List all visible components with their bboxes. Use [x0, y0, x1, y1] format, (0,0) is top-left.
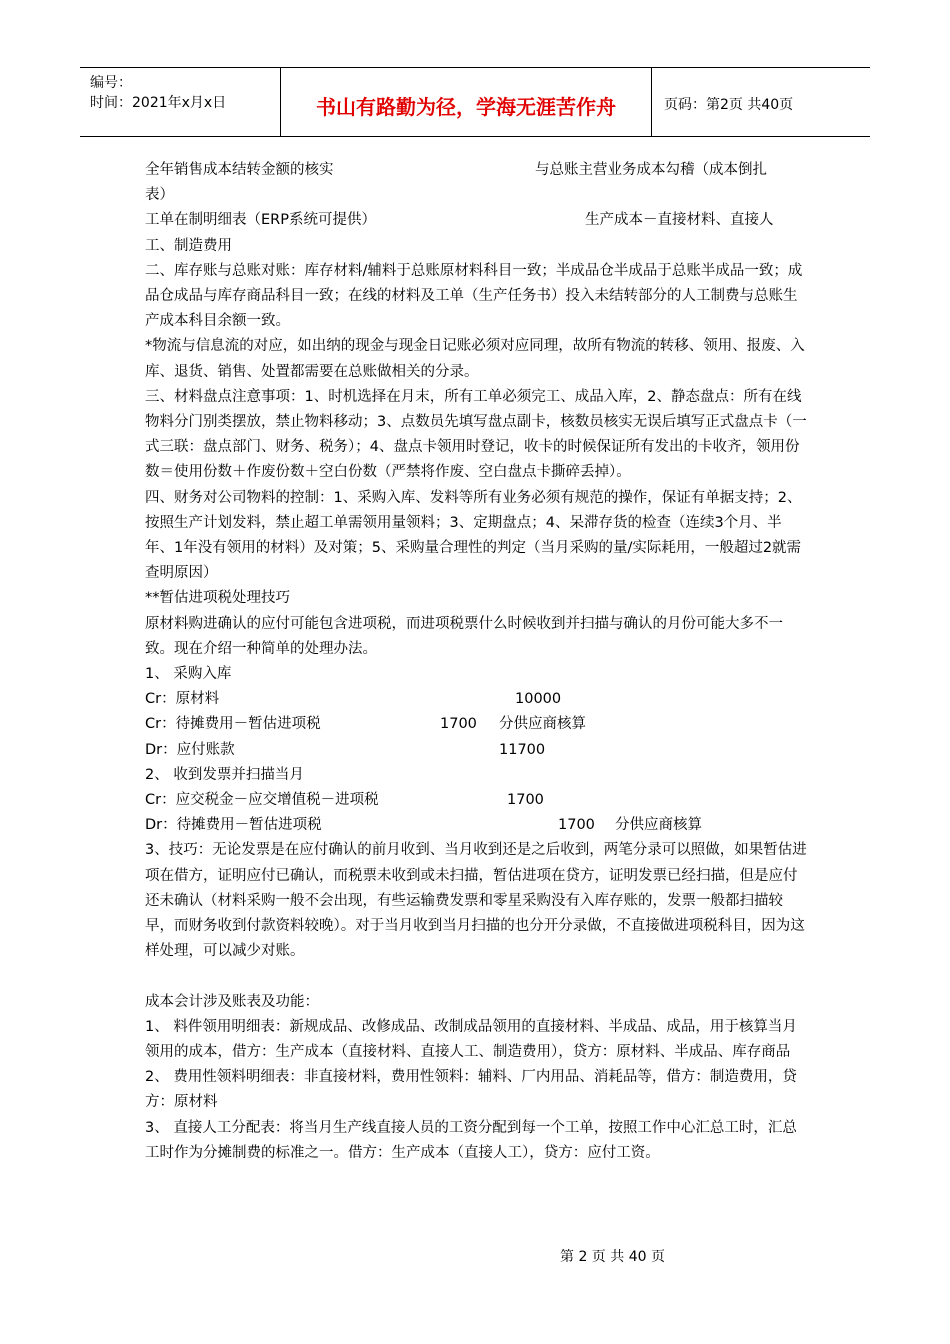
- entry-account: Dr：应付账款: [145, 741, 235, 758]
- paragraph: 三、材料盘点注意事项：1、时机选择在月末，所有工单必须完工、成品入库，2、静态盘点：所有在线物料分门别类摆放，禁止物料移动；3、点数员先填写盘点副卡，核数员核实无误后填写正式盘点卡（一式三联：盘点部门、财务、税务）；4、盘点卡领用时登记，收卡的时候保证所有发出的卡收齐，领用份数＝使用份数＋作废份数＋空白份数（严禁将作废、空白盘点卡撕碎丢掉）。: [145, 388, 807, 481]
- text-line: [145, 183, 810, 208]
- document-body: [145, 158, 810, 1166]
- paragraph: 四、财务对公司物料的控制：1、采购入库、发料等所有业务必须有规范的操作，保证有单据支持；2、按照生产计划发料，禁止超工单需领用量领料；3、定期盘点；4、呆滞存货的检查（连续3个月、半年、1年没有领用的材料）及对策；5、采购量合理性的判定（当月采购的量/实际耗用，一般超过2就需查明原因）: [145, 489, 802, 582]
- line-text: 工、制造费用: [145, 237, 232, 254]
- journal-entry: [145, 712, 810, 737]
- entry-account: Cr：待摊费用－暂估进项税: [145, 716, 321, 733]
- paragraph: 二、库存账与总账对账：库存材料/辅料于总账原材料科目一致；半成品仓半成品于总账半成品一致；成品仓成品与库存商品科目一致；在线的材料及工单（生产任务书）投入未结转部分的人工制费与总账生产成本科目余额一致。: [145, 262, 803, 330]
- time-label: 时间：2021年x月x日: [90, 95, 227, 111]
- line-text: 全年销售成本结转金额的核实: [145, 162, 334, 178]
- line-text: 与总账主营业务成本勾稽（成本倒扎: [535, 162, 767, 178]
- page-info: 页码：第2页 共40页: [664, 97, 794, 113]
- paragraph: 3、技巧：无论发票是在应付确认的前月收到、当月收到还是之后收到，两笔分录可以照做，如果暂估进项在借方，证明应付已确认，而税票未收到或未扫描，暂估进项在贷方，证明发票已经扫描，但是应付还未确认（材料采购一般不会出现，有些运输费发票和零星采购没有入库存账的，发票一般都扫描较早，而财务收到付款资料较晚）。对于当月收到当月扫描的也分开分录做，不直接做进项税科目，因为这样处理，可以减少对账。: [145, 842, 807, 960]
- paragraph: *物流与信息流的对应，如出纳的现金与现金日记账必须对应同理，故所有物流的转移、领用、报废、入库、退货、销售、处置都需要在总账做相关的分录。: [145, 338, 805, 380]
- step-text: 1、 采购入库: [145, 666, 232, 682]
- entry-account: Dr：待摊费用－暂估进项税: [145, 817, 322, 834]
- entry-amount: 1700: [507, 791, 544, 808]
- journal-entry: [145, 738, 810, 763]
- page-footer: 第 2 页 共 40 页: [560, 1249, 665, 1265]
- entry-amount: 1700: [440, 716, 477, 733]
- section-heading: **暂估进项税处理技巧: [145, 590, 290, 607]
- paragraph: 2、 费用性领料明细表：非直接材料，费用性领料：辅料、厂内用品、消耗品等，借方：制造费用，贷方：原材料: [145, 1069, 797, 1111]
- blank-line: [145, 964, 810, 989]
- journal-entry: [145, 687, 810, 712]
- motto: 书山有路勤为径，学海无涯苦作舟: [316, 95, 616, 119]
- text-line: [145, 234, 810, 259]
- header-right-cell: [652, 68, 870, 136]
- paragraph: 1、 料件领用明细表：新规成品、改修成品、改制成品领用的直接材料、半成品、成品，用于核算当月领用的成本，借方：生产成本（直接材料、直接人工、制造费用），贷方：原材料、半成品、库存商品: [145, 1018, 797, 1060]
- step-line: [145, 662, 810, 687]
- entry-account: Cr：原材料: [145, 691, 220, 708]
- entry-account: Cr：应交税金－应交增值税－进项税: [145, 791, 379, 808]
- page-header: [80, 67, 870, 137]
- text-line: [145, 208, 810, 233]
- code-label: 编号：: [90, 75, 132, 91]
- paragraph: 原材料购进确认的应付可能包含进项税，而进项税票什么时候收到并扫描与确认的月份可能大多不一致。现在介绍一种简单的处理办法。: [145, 615, 783, 657]
- step-line: [145, 763, 810, 788]
- line-text: 工单在制明细表（ERP系统可提供）: [145, 212, 376, 229]
- header-left-cell: [80, 68, 281, 136]
- entry-note: 分供应商核算: [499, 716, 586, 733]
- line-text: 生产成本－直接材料、直接人: [585, 212, 774, 229]
- entry-amount: 1700: [558, 817, 595, 834]
- journal-entry: [145, 788, 810, 813]
- section-heading: 成本会计涉及账表及功能：: [145, 993, 319, 1010]
- entry-amount: 11700: [499, 741, 546, 758]
- entry-note: 分供应商核算: [615, 817, 702, 834]
- line-text: 表）: [145, 187, 174, 204]
- entry-amount: 10000: [515, 691, 562, 708]
- text-line: [145, 158, 810, 183]
- paragraph: 3、 直接人工分配表：将当月生产线直接人员的工资分配到每一个工单，按照工作中心汇总工时，汇总工时作为分摊制费的标准之一。借方：生产成本（直接人工），贷方：应付工资。: [145, 1119, 797, 1161]
- journal-entry: [145, 813, 810, 838]
- header-middle-cell: [281, 68, 652, 136]
- step-text: 2、 收到发票并扫描当月: [145, 766, 304, 783]
